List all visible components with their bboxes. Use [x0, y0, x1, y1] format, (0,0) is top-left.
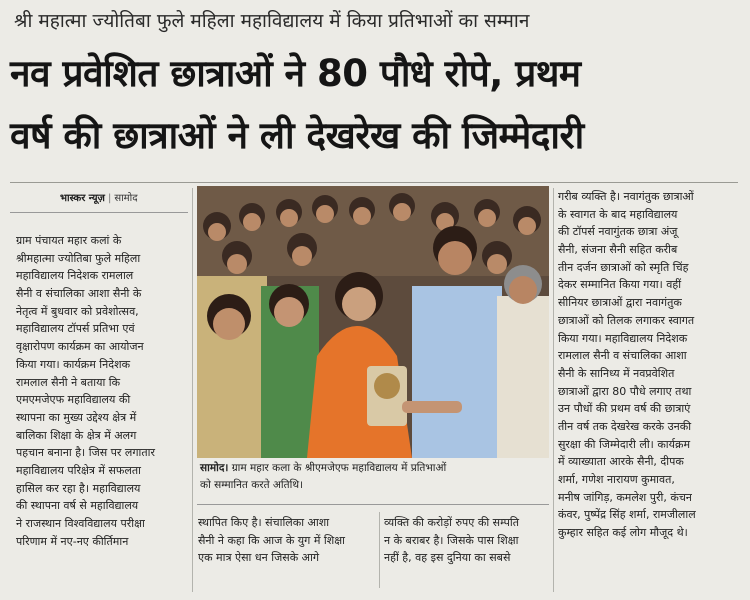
- column-line: नहीं है, वह इस दुनिया का सबसे: [384, 551, 511, 565]
- byline: भास्कर न्यूज़ | सामोद: [60, 193, 138, 204]
- column-line: किया गया। महाविद्यालय निदेशक: [558, 331, 688, 345]
- news-photo: [197, 186, 549, 458]
- article-column-4: [558, 188, 738, 542]
- column-line: कुम्हार सहित कई लोग मौजूद थे।: [558, 526, 688, 540]
- column-line: सैनी व संचालिका आशा सैनी के: [16, 287, 142, 301]
- column-line: हासिल कर रहा है। महाविद्यालय: [16, 481, 141, 495]
- column-line: देकर सम्मानित किया गया। वहीं: [558, 278, 682, 292]
- column-line: सैनी, संजना सैनी सहित करीब: [558, 243, 678, 257]
- column-line: स्थापना का मुख्य उद्देश्य क्षेत्र में: [16, 410, 137, 424]
- main-headline: [10, 44, 740, 168]
- column-line: पहचान बनाना है। जिस पर लगातार: [16, 446, 156, 460]
- column-line: न के बराबर है। जिसके पास शिक्षा: [384, 533, 519, 547]
- column-line: छात्राओं द्वारा 80 पौधे लगाए तथा: [558, 384, 692, 398]
- column-line: बालिका शिक्षा के क्षेत्र में अलग: [16, 428, 137, 442]
- column-line: तीन वर्ष तक देखरेख करके उनकी: [558, 419, 692, 433]
- column-line: सैनी के सानिध्य में नवप्रवेशित: [558, 366, 675, 380]
- headline-line-2: वर्ष की छात्राओं ने ली देखरेख की जिम्मेदारी: [10, 114, 584, 157]
- photo-caption: [200, 460, 546, 494]
- column-line: शर्मा, गणेश नारायण कुमावत,: [558, 473, 675, 486]
- caption-line: को सम्मानित करते अतिथि।: [200, 479, 304, 491]
- column-divider: [553, 188, 554, 592]
- column-line: की टॉपर्स नवागुंतक छात्रा अंजू: [558, 225, 678, 239]
- column-line: मनीष जांगिड़, कमलेश पुरी, कंचन: [558, 490, 692, 504]
- column-line: में व्याख्याता आरके सैनी, दीपक: [558, 455, 684, 469]
- column-line: रामलाल सैनी ने बताया कि: [16, 375, 121, 389]
- headline-rule: [10, 182, 738, 183]
- column-line: महाविद्यालय परिक्षेत्र में सफलता: [16, 463, 141, 477]
- column-line: ने राजस्थान विश्वविद्यालय परीक्षा: [16, 517, 145, 530]
- column-line: स्थापित किए है। संचालिका आशा: [198, 516, 330, 529]
- column-divider: [379, 512, 380, 588]
- column-line: सीनियर छात्राओं द्वारा नवागंतुक: [558, 296, 682, 310]
- column-line: एक मात्र ऐसा धन जिसके आगे: [198, 551, 320, 565]
- headline-line-1: नव प्रवेशित छात्राओं ने 80 पौधे रोपे, प्रथम: [10, 52, 581, 95]
- article-column-2: [198, 514, 374, 567]
- photo-illustration: [197, 186, 549, 458]
- kicker-headline: श्री महात्मा ज्योतिबा फुले महिला महाविद्यालय में किया प्रतिभाओं का सम्मान: [14, 10, 530, 32]
- column-line: महाविद्यालय निदेशक रामलाल: [16, 269, 134, 283]
- article-column-1: [16, 232, 188, 550]
- column-line: नेतृत्व में बुधवार को प्रवेशोत्सव,: [16, 304, 139, 318]
- column-line: सुरक्षा की जिम्मेदारी ली। कार्यक्रम: [558, 437, 691, 451]
- column-line: ग्राम पंचायत महार कलां के: [16, 234, 122, 247]
- column-line: तीन दर्जन छात्राओं को स्मृति चिंह: [558, 260, 689, 274]
- column-line: उन पौधों की प्रथम वर्ष की छात्राएं: [558, 402, 691, 416]
- column-line: के स्वागत के बाद महाविद्यालय: [558, 207, 678, 221]
- caption-line: ग्राम महार कला के श्रीएमजेएफ महाविद्यालय में प्रतिभाओं: [231, 462, 447, 474]
- column-line: एमएमजेएफ महाविद्यालय की: [16, 393, 131, 407]
- column-line: वृक्षारोपण कार्यक्रम का आयोजन: [16, 340, 144, 354]
- byline-rule: [10, 212, 188, 213]
- byline-source: भास्कर न्यूज़: [60, 193, 105, 204]
- column-line: श्रीमहात्मा ज्योतिबा फुले महिला: [16, 251, 141, 265]
- column-line: किया गया। कार्यक्रम निदेशक: [16, 357, 131, 371]
- column-divider: [192, 188, 193, 592]
- column-line: कंवर, पुष्पेंद्र सिंह शर्मा, रामजीलाल: [558, 508, 696, 522]
- column-line: व्यक्ति की करोड़ों रुपए की सम्पति: [384, 516, 519, 529]
- column-line: परिणाम में नए-नए कीर्तिमान: [16, 534, 129, 548]
- caption-rule: [197, 504, 549, 505]
- column-line: सैनी ने कहा कि आज के युग में शिक्षा: [198, 533, 345, 547]
- column-line: की स्थापना वर्ष से महाविद्यालय: [16, 499, 139, 513]
- caption-tag: सामोद।: [200, 462, 229, 474]
- column-line: छात्राओं को तिलक लगाकर स्वागत: [558, 313, 695, 327]
- byline-city: सामोद: [114, 193, 138, 204]
- column-line: महाविद्यालय टॉपर्स प्रतिभा एवं: [16, 322, 135, 336]
- article-column-3: [384, 514, 554, 567]
- column-line: गरीब व्यक्ति है। नवागंतुक छात्राओं: [558, 190, 694, 203]
- column-line: रामलाल सैनी व संचालिका आशा: [558, 349, 687, 363]
